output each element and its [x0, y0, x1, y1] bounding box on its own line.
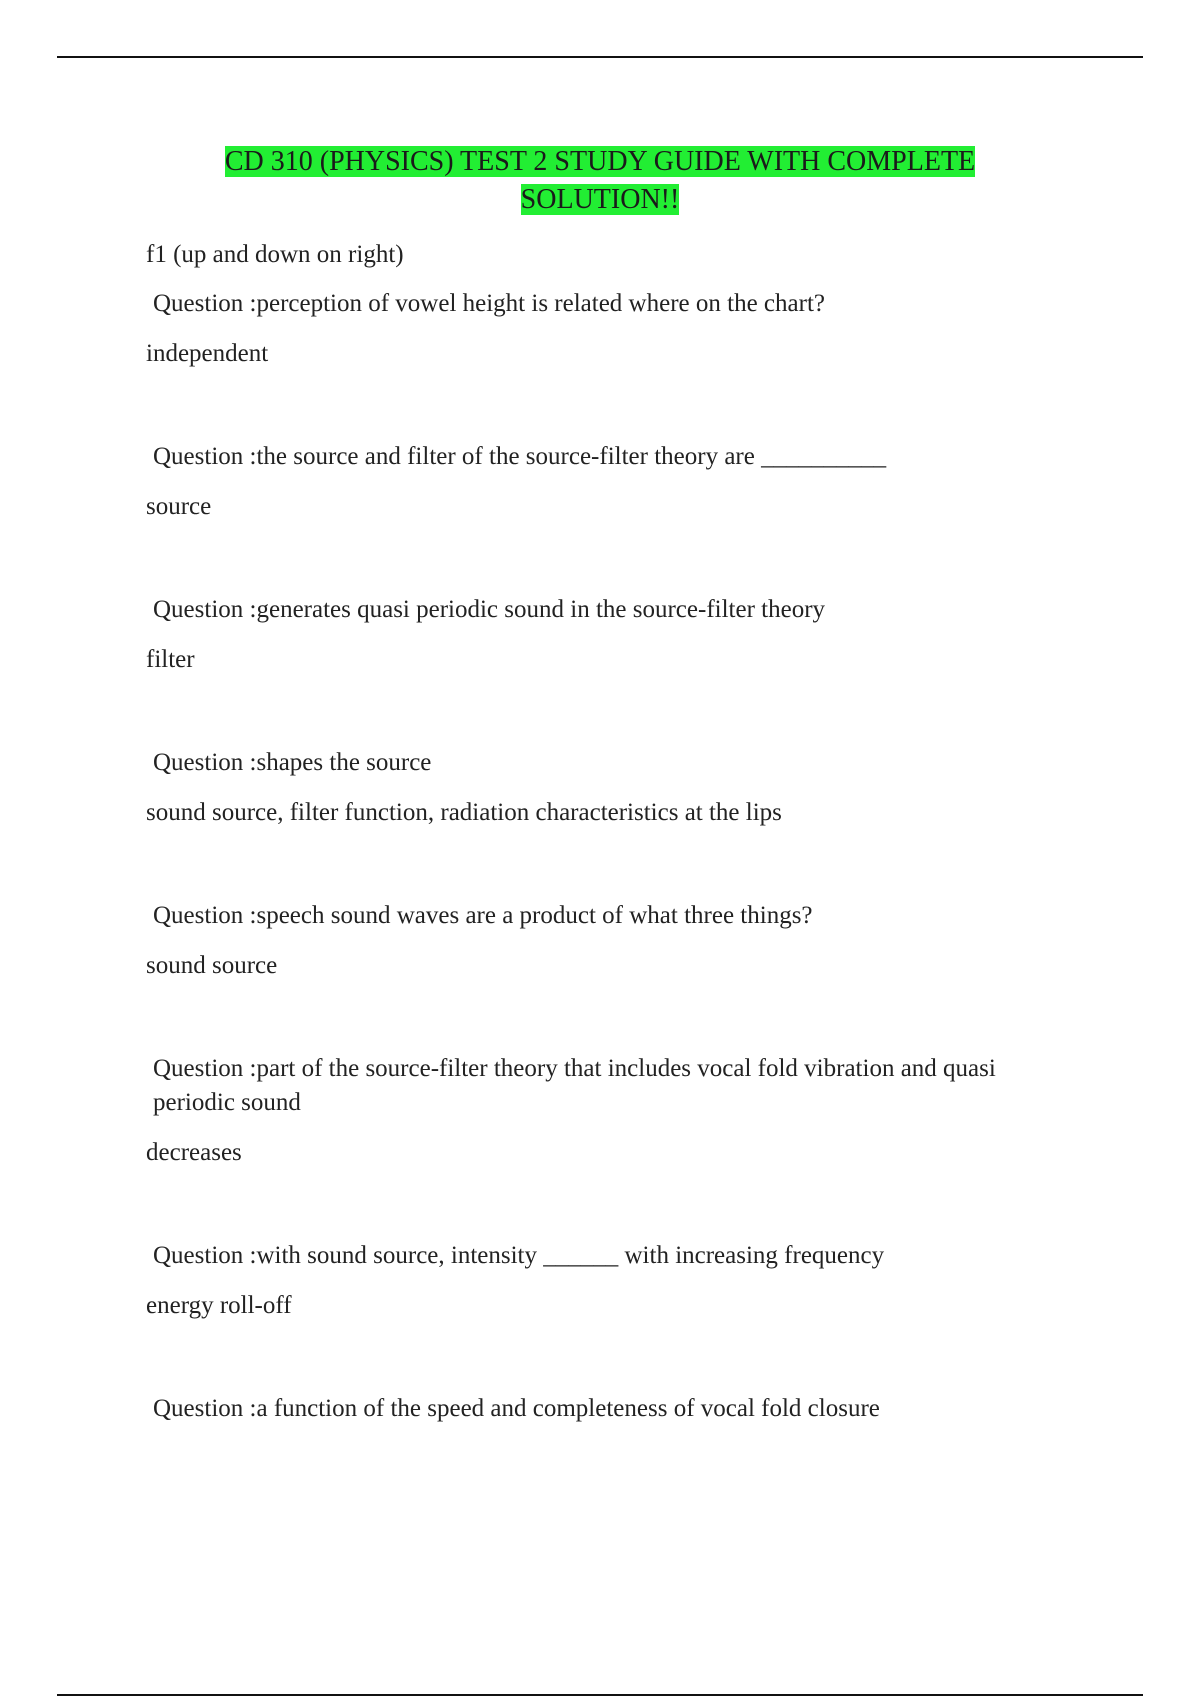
answer-text: decreases [146, 1139, 242, 1166]
qa-item-1 [146, 287, 1066, 371]
qa-item-6 [146, 1052, 1066, 1170]
answer-text: sound source, filter function, radiation characteristics at the lips [146, 799, 782, 826]
question-text: Question :perception of vowel height is related where on the chart? [153, 290, 825, 317]
answer-text: sound source [146, 952, 278, 979]
qa-item-5 [146, 899, 1066, 983]
title-line-2: SOLUTION!! [520, 184, 680, 215]
question-text: Question :the source and filter of the source-filter theory are __________ [153, 443, 887, 470]
qa-item-4 [146, 746, 1066, 830]
answer-text: filter [146, 646, 195, 673]
qa-item-8 [146, 1392, 1066, 1426]
question-text: Question :speech sound waves are a product of what three things? [153, 902, 813, 929]
question-text: Question :generates quasi periodic sound in the source-filter theory [153, 596, 826, 623]
document-title [100, 143, 1100, 219]
intro-text: f1 (up and down on right) [146, 241, 404, 268]
question-text: Question :with sound source, intensity ______ with increasing frequency [153, 1242, 885, 1269]
footer-rule [57, 1694, 1143, 1696]
question-text: Question :shapes the source [153, 749, 432, 776]
qa-item-2 [146, 440, 1066, 524]
question-text: Question :part of the source-filter theory that includes vocal fold vibration and quasi periodic sound [153, 1055, 996, 1116]
qa-item-3 [146, 593, 1066, 677]
title-line-1: CD 310 (PHYSICS) TEST 2 STUDY GUIDE WITH COMPLETE [224, 146, 976, 177]
question-text: Question :a function of the speed and completeness of vocal fold closure [153, 1395, 880, 1422]
answer-text: independent [146, 340, 269, 367]
document-body [146, 238, 1066, 1442]
answer-text: source [146, 493, 212, 520]
qa-item-7 [146, 1239, 1066, 1323]
header-rule [57, 56, 1143, 58]
answer-text: energy roll-off [146, 1292, 292, 1319]
